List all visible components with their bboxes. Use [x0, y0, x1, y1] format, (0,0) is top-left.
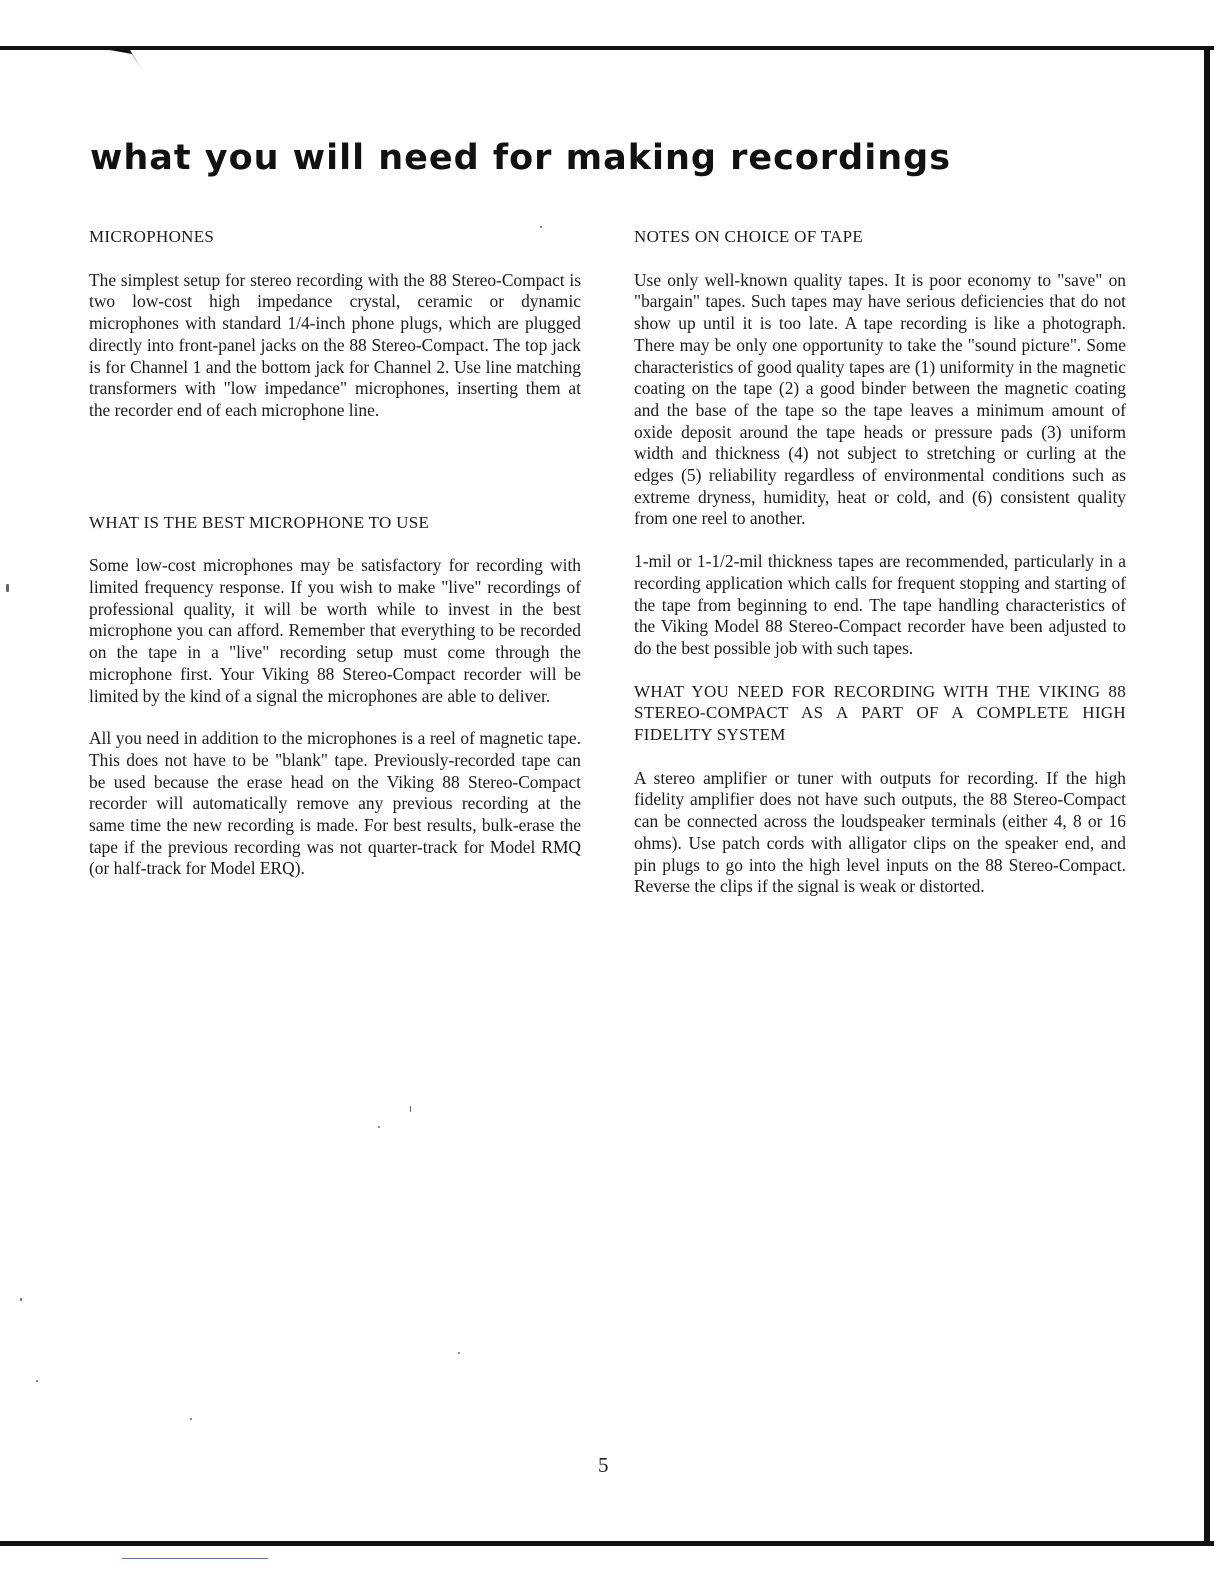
paragraph-tape-thickness: 1-mil or 1-1/2-mil thickness tapes are recommended, particularly in a recording application which calls for frequent stopping and starting of the tape from beginning to end. The tape handling characteristics of the Viking Model 88 Stereo-Compact recorder have been adjusted to do the best possible job with such tapes. [634, 551, 1126, 658]
page-border-bottom [0, 1541, 1214, 1546]
page-title: what you will need for making recordings [90, 138, 952, 178]
paragraph-quality-tapes: Use only well-known quality tapes. It is poor economy to "save" on "bargain" tapes. Such tapes may have serious deficiencies that do not show up until it is too late. A tape recording is like a photograph. There may be only one opportunity to take the "sound picture". Some characteristics of good quality tapes are (1) uniformity in the magnetic coating on the tape (2) a good binder between the magnetic coating and the base of the tape so the tape leaves a minimum amount of oxide deposit around the tape heads or pressure pads (3) uniform width and thickness (4) not subject to stretching or curling at the edges (5) reliability regardless of environmental conditions such as extreme dryness, humidity, heat or cold, and (6) consistent quality from one reel to another. [634, 269, 1126, 529]
scan-speck [36, 1380, 38, 1382]
page-border-top [0, 46, 1214, 50]
section-heading-microphones: MICROPHONES [89, 227, 215, 246]
scan-speck [410, 1106, 411, 1112]
scan-speck [458, 1352, 460, 1354]
scan-speck [540, 226, 542, 228]
paragraph-microphones: The simplest setup for stereo recording with the 88 Stereo-Compact is two low-cost high impedance crystal, ceramic or dynamic microphones with standard 1/4-inch phone plugs, which are plugged directly into front-panel jacks on the 88 Stereo-Compact. The top jack is for Channel 1 and the bottom jack for Channel 2. Use line matching transformers with "low impedance" microphones, inserting them at the recorder end of each microphone line. [89, 269, 581, 420]
paragraph-stereo-amplifier: A stereo amplifier or tuner with outputs for recording. If the high fidelity amplifier does not have such outputs, the 88 Stereo-Compact can be connected across the loudspeaker terminals (either 4, 8 or 16 ohms). Use patch cords with alligator clips on the speaker end, and pin plugs to go into the high level inputs on the 88 Stereo-Compact. Reverse the clips if the signal is weak or distorted. [634, 767, 1126, 897]
section-heading-high-fidelity-system: WHAT YOU NEED FOR RECORDING WITH THE VIKING 88 STEREO-COMPACT AS A PART OF A COMPLETE HIGH FIDELITY SYSTEM [634, 681, 1126, 745]
scan-speck [190, 1418, 192, 1420]
section-heading-best-microphone: WHAT IS THE BEST MICROPHONE TO USE [89, 512, 430, 532]
page-number: 5 [598, 1453, 609, 1477]
paragraph-best-microphone: Some low-cost microphones may be satisfactory for recording with limited frequency response. If you wish to make "live" recordings of professional quality, it will be worth while to invest in the best microphone you can afford. Remember that everything to be recorded on the tape in a "live" recording setup must come through the microphone first. Your Viking 88 Stereo-Compact recorder will be limited by the kind of a signal the microphones are able to deliver. [89, 555, 581, 706]
paragraph-magnetic-tape: All you need in addition to the microphones is a reel of magnetic tape. This does not have to be "blank" tape. Previously-recorded tape can be used because the erase head on the Viking 88 Stereo-Compact recorder will automatically remove any previous recording at the same time the new recording is made. For best results, bulk-erase the tape if the previous recording was not quarter-track for Model RMQ (or half-track for Model ERQ). [89, 728, 581, 879]
left-column [89, 226, 581, 880]
scan-speck [6, 584, 9, 592]
right-column [634, 226, 1126, 898]
scan-speck [378, 1126, 380, 1128]
page-border-right [1204, 46, 1210, 1546]
section-heading-choice-of-tape: NOTES ON CHOICE OF TAPE [634, 227, 864, 246]
scan-artifact-line [122, 1558, 268, 1559]
scan-speck [20, 1298, 22, 1301]
corner-mark [92, 40, 152, 74]
